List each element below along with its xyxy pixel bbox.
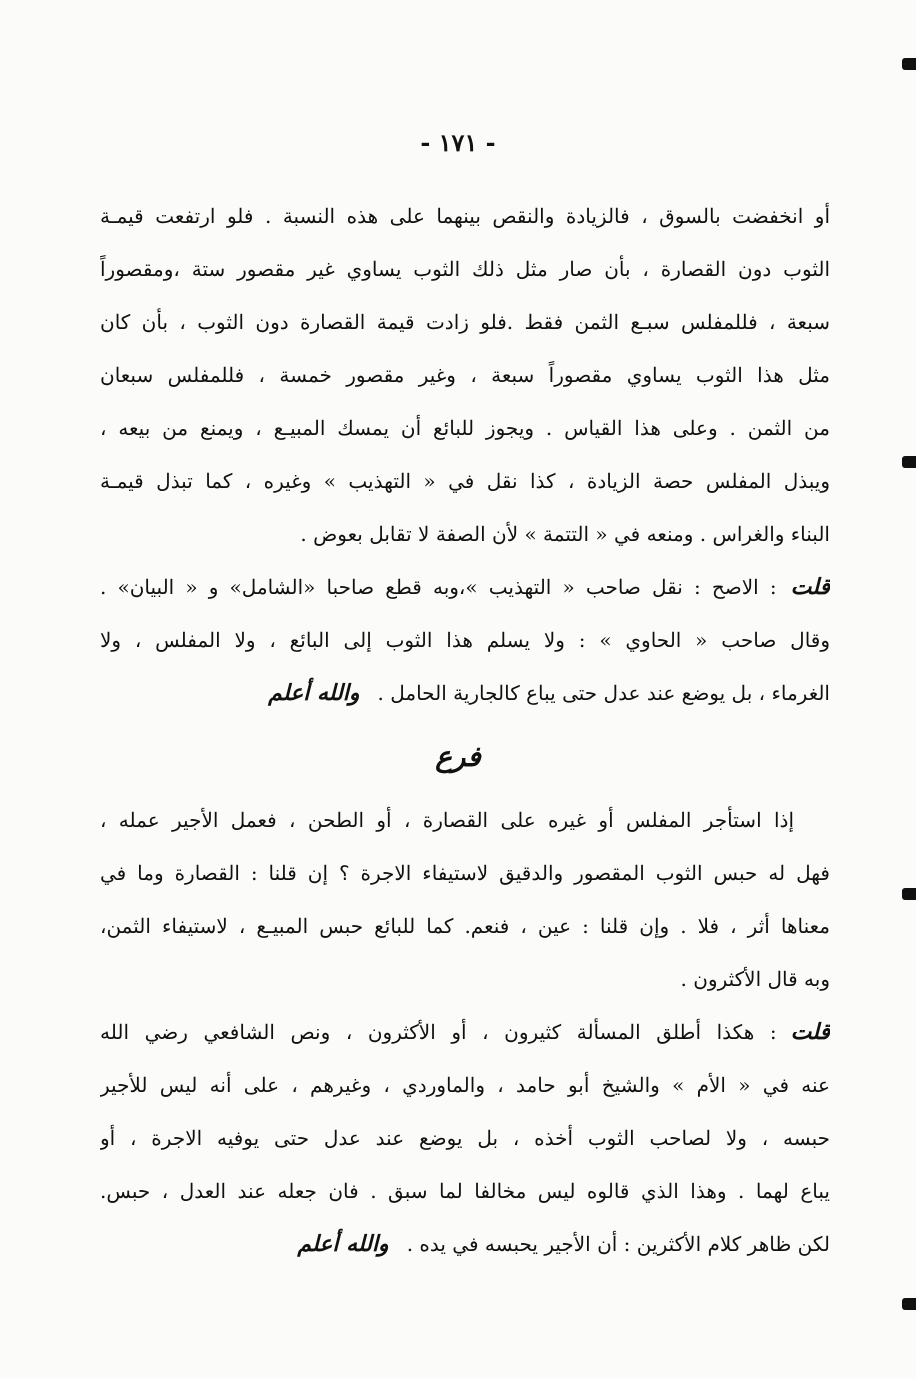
text-line: أو انخفضت بالسوق ، فالزيادة والنقص بينهما على هذه النسبة . فلو ارتفعت قيمـة — [100, 204, 830, 228]
text-line: وبه قال الأكثرون . — [680, 967, 830, 991]
text-line: من الثمن . وعلى هذا القياس . ويجوز للبائع أن يمسك المبيـع ، ويمنع من بيعه ، — [100, 416, 830, 440]
scan-edge-mark — [902, 58, 916, 70]
qult-text: : هكذا أطلق المسألة كثيرون ، أو الأكثرون ، ونص الشافعي رضي الله — [100, 1020, 777, 1044]
text-line: يباع لهما . وهذا الذي قالوه ليس مخالفا لما سبق . فان جعله عند العدل ، حبس. — [100, 1179, 830, 1203]
closing-line — [100, 667, 830, 720]
text-line: البناء والغراس . ومنعه في « التتمة » لأن الصفة لا تقابل بعوض . — [300, 522, 830, 546]
paragraph-3 — [100, 1006, 830, 1271]
scan-edge-mark — [902, 888, 916, 900]
text-line: الغرماء ، بل يوضع عند عدل حتى يباع كالجارية الحامل . — [377, 681, 830, 705]
text-line: لكن ظاهر كلام الأكثرين : أن الأجير يحبسه في يده . — [406, 1232, 830, 1256]
wallahu-alam: والله أعلم — [268, 680, 360, 706]
text-line: معناها أثر ، فلا . وإن قلنا : عين ، فنعم. كما للبائع حبس المبيـع ، لاستيفاء الثمن، — [100, 914, 830, 938]
qult-label: قلت — [790, 1019, 830, 1045]
text-line: مثل هذا الثوب يساوي مقصوراً سبعة ، وغير مقصور خمسة ، فللمفلس سبعان — [100, 363, 830, 387]
paragraph-2 — [100, 794, 830, 1006]
section-heading: فرع — [435, 740, 481, 773]
scan-edge-mark — [902, 1298, 916, 1310]
paragraph-1 — [100, 190, 830, 720]
qult-text: : الاصح : نقل صاحب « التهذيب »،وبه قطع صاحبا «الشامل» و « البيان» . — [100, 575, 777, 599]
text-line: سبعة ، فللمفلس سبـع الثمن فقط .فلو زادت قيمة القصارة دون الثوب ، بأن كان — [100, 310, 830, 334]
scan-edge-mark — [902, 456, 916, 468]
closing-line — [100, 1218, 830, 1271]
text-line: وقال صاحب « الحاوي » : ولا يسلم هذا الثوب إلى البائع ، ولا المفلس ، ولا — [100, 628, 830, 652]
text-line: الثوب دون القصارة ، بأن صار مثل ذلك الثوب يساوي غير مقصور ستة ،ومقصوراً — [100, 257, 830, 281]
page-number: - ١٧١ - — [420, 128, 496, 157]
text-line: فهل له حبس الثوب المقصور والدقيق لاستيفاء الاجرة ؟ إن قلنا : القصارة وما في — [100, 861, 830, 885]
qult-line — [100, 1006, 830, 1059]
wallahu-alam: والله أعلم — [297, 1231, 389, 1257]
text-line: حبسه ، ولا لصاحب الثوب أخذه ، بل يوضع عند عدل حتى يوفيه الاجرة ، أو — [100, 1126, 830, 1150]
text-line: إذا استأجر المفلس أو غيره على القصارة ، أو الطحن ، فعمل الأجير عمله ، — [100, 808, 794, 832]
qult-label: قلت — [790, 574, 830, 600]
qult-line — [100, 561, 830, 614]
text-line: ويبذل المفلس حصة الزيادة ، كذا نقل في « التهذيب » وغيره ، كما تبذل قيمـة — [100, 469, 830, 493]
text-line: عنه في « الأم » والشيخ أبو حامد ، والماوردي ، وغيرهم ، على أنه ليس للأجير — [100, 1073, 830, 1097]
